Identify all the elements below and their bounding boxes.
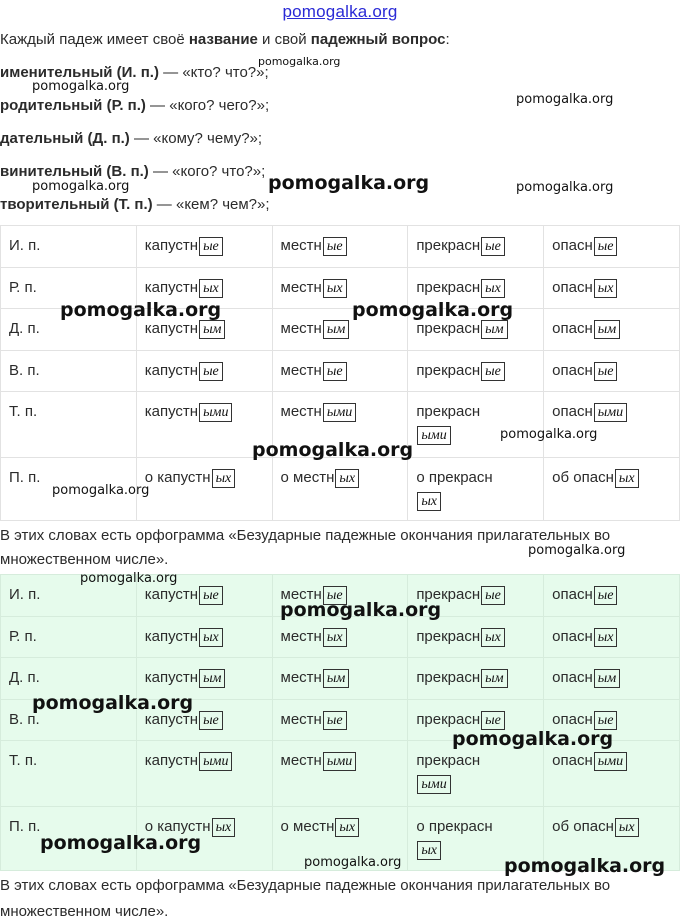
word-stem: местн bbox=[280, 752, 322, 769]
word-stem: капустн bbox=[144, 711, 199, 728]
word-cell bbox=[544, 741, 680, 807]
ending-box: ых bbox=[615, 469, 639, 488]
word-stem: опасн bbox=[552, 752, 593, 769]
ending-box: ых bbox=[212, 469, 236, 488]
word bbox=[281, 700, 347, 730]
case-name: родительный (Р. п.) bbox=[0, 97, 146, 114]
ending-box: ых bbox=[212, 818, 236, 837]
watermark: pomogalka.org bbox=[258, 55, 341, 68]
word-stem: опасн bbox=[552, 362, 593, 379]
ending-box: ыми bbox=[199, 403, 232, 422]
word bbox=[416, 658, 507, 688]
word-stem: местн bbox=[280, 237, 322, 254]
ending-box: ые bbox=[594, 237, 618, 256]
ending-box: ыми bbox=[199, 752, 232, 771]
word bbox=[552, 392, 627, 422]
case-cell bbox=[1, 392, 137, 458]
case-label: Р. п. bbox=[9, 628, 37, 645]
ending-box: ых bbox=[417, 492, 441, 511]
word-stem: прекрасн bbox=[416, 586, 481, 603]
word bbox=[552, 268, 617, 298]
word bbox=[552, 351, 617, 381]
ending-box: ых bbox=[594, 279, 618, 298]
case-label: Д. п. bbox=[9, 320, 40, 337]
case-label: П. п. bbox=[9, 818, 41, 835]
word-stem: местн bbox=[280, 669, 322, 686]
word-stem: опасн bbox=[573, 818, 614, 835]
declension-table bbox=[0, 225, 680, 521]
word bbox=[552, 226, 617, 256]
ending-box: ые bbox=[594, 711, 618, 730]
word-stem: капустн bbox=[144, 628, 199, 645]
word-cell bbox=[408, 741, 544, 807]
word-cell bbox=[272, 700, 408, 741]
word bbox=[281, 309, 350, 339]
ending-box: ых bbox=[335, 469, 359, 488]
word bbox=[145, 226, 223, 256]
word-cell bbox=[272, 617, 408, 658]
intro-text-end: : bbox=[445, 31, 450, 48]
word bbox=[552, 458, 638, 488]
word bbox=[281, 268, 347, 298]
ending-box: ых bbox=[323, 628, 347, 647]
case-name: дательный (Д. п.) bbox=[0, 130, 130, 147]
ending-box: ых bbox=[481, 279, 505, 298]
case-question: — «кому? чему?»; bbox=[129, 130, 263, 147]
word-stem: опасн bbox=[573, 469, 614, 486]
word-cell bbox=[136, 458, 272, 521]
case-label: П. п. bbox=[9, 469, 41, 486]
watermark: pomogalka.org bbox=[352, 299, 514, 321]
word-preposition: о bbox=[416, 818, 429, 835]
ending-box: ых bbox=[417, 841, 441, 860]
case-label: В. п. bbox=[9, 711, 40, 728]
word-stem: местн bbox=[280, 362, 322, 379]
word-cell bbox=[272, 351, 408, 392]
ending-box: ых bbox=[199, 279, 223, 298]
ending-box: ые bbox=[323, 711, 347, 730]
word bbox=[145, 617, 223, 647]
word-preposition: о bbox=[416, 469, 429, 486]
word bbox=[552, 309, 620, 339]
word-preposition: о bbox=[280, 469, 294, 486]
word-stem: опасн bbox=[552, 279, 593, 296]
word-stem: прекрасн bbox=[416, 403, 481, 420]
ending-box: ых bbox=[481, 628, 505, 647]
word-stem: прекрасн bbox=[416, 669, 481, 686]
word bbox=[416, 807, 492, 860]
word-stem: местн bbox=[280, 320, 322, 337]
watermark: pomogalka.org bbox=[40, 832, 202, 854]
ending-box: ые bbox=[594, 362, 618, 381]
ending-box: ые bbox=[199, 711, 223, 730]
word-stem: местн bbox=[293, 818, 335, 835]
word-cell bbox=[544, 392, 680, 458]
watermark: pomogalka.org bbox=[32, 179, 130, 194]
word-cell bbox=[408, 658, 544, 700]
word bbox=[281, 807, 360, 837]
word bbox=[416, 351, 505, 381]
word-cell bbox=[408, 458, 544, 521]
word-stem: прекрасн bbox=[428, 469, 493, 486]
word bbox=[145, 392, 233, 422]
word bbox=[281, 741, 357, 771]
word bbox=[416, 617, 505, 647]
ending-box: ые bbox=[199, 586, 223, 605]
case-cell bbox=[1, 351, 137, 392]
ending-box: ые bbox=[199, 362, 223, 381]
watermark: pomogalka.org bbox=[60, 299, 222, 321]
word-stem: опасн bbox=[552, 237, 593, 254]
word-stem: капустн bbox=[144, 237, 199, 254]
ending-box: ыми bbox=[417, 426, 450, 445]
ending-box: ыми bbox=[594, 752, 627, 771]
word-stem: местн bbox=[280, 628, 322, 645]
word-cell bbox=[544, 617, 680, 658]
word bbox=[416, 268, 505, 298]
table-row bbox=[1, 617, 680, 658]
word-stem: опасн bbox=[552, 711, 593, 728]
word-stem: прекрасн bbox=[416, 362, 481, 379]
word-cell bbox=[136, 617, 272, 658]
word bbox=[281, 392, 357, 422]
case-cell bbox=[1, 617, 137, 658]
word bbox=[416, 458, 492, 511]
word-cell bbox=[544, 458, 680, 521]
ending-box: ыми bbox=[417, 775, 450, 794]
watermark: pomogalka.org bbox=[80, 571, 178, 586]
watermark: pomogalka.org bbox=[252, 439, 414, 461]
watermark: pomogalka.org bbox=[516, 92, 614, 107]
word bbox=[552, 700, 617, 730]
word-cell bbox=[272, 741, 408, 807]
note-line-2: множественном числе». bbox=[0, 551, 169, 568]
word bbox=[145, 458, 236, 488]
intro-text: Каждый падеж имеет своё bbox=[0, 31, 189, 48]
case-label: Д. п. bbox=[9, 669, 40, 686]
word-stem: капустн bbox=[144, 279, 199, 296]
watermark: pomogalka.org bbox=[452, 728, 614, 750]
word-stem: прекрасн bbox=[416, 752, 481, 769]
ending-box: ым bbox=[323, 669, 349, 688]
ending-box: ыми bbox=[323, 403, 356, 422]
word-stem: опасн bbox=[552, 403, 593, 420]
ending-box: ых bbox=[615, 818, 639, 837]
watermark: pomogalka.org bbox=[32, 692, 194, 714]
ending-box: ых bbox=[335, 818, 359, 837]
case-line-genitive bbox=[0, 97, 269, 115]
note-line-1-repeat: В этих словах есть орфограмма «Безударные падежные окончания прилагательных во bbox=[0, 877, 611, 894]
ending-box: ым bbox=[199, 669, 225, 688]
word-cell bbox=[136, 351, 272, 392]
case-name: творительный (Т. п.) bbox=[0, 196, 153, 213]
word bbox=[416, 226, 505, 256]
ending-box: ых bbox=[199, 628, 223, 647]
word-stem: местн bbox=[280, 711, 322, 728]
word-cell bbox=[136, 741, 272, 807]
ending-box: ые bbox=[481, 586, 505, 605]
word bbox=[416, 392, 480, 445]
ending-box: ые bbox=[323, 586, 347, 605]
case-label: И. п. bbox=[9, 237, 41, 254]
word-preposition: об bbox=[552, 818, 574, 835]
word-preposition: об bbox=[552, 469, 574, 486]
word-cell bbox=[408, 392, 544, 458]
word-stem: местн bbox=[280, 403, 322, 420]
word-cell bbox=[544, 658, 680, 700]
word-stem: капустн bbox=[144, 669, 199, 686]
word-stem: прекрасн bbox=[416, 628, 481, 645]
word-stem: капустн bbox=[144, 586, 199, 603]
case-line-dative bbox=[0, 130, 262, 148]
word-stem: прекрасн bbox=[428, 818, 493, 835]
case-question: — «кого? что?»; bbox=[148, 163, 266, 180]
header-link[interactable]: pomogalka.org bbox=[282, 2, 398, 21]
word-cell bbox=[272, 458, 408, 521]
intro-bold-name: название bbox=[188, 31, 258, 48]
ending-box: ыми bbox=[323, 752, 356, 771]
note-line-1: В этих словах есть орфограмма «Безударные падежные окончания прилагательных во bbox=[0, 527, 611, 544]
case-question: — «кого? чего?»; bbox=[145, 97, 270, 114]
ending-box: ым bbox=[323, 320, 349, 339]
watermark: pomogalka.org bbox=[280, 599, 442, 621]
case-name: винительный (В. п.) bbox=[0, 163, 149, 180]
table-row bbox=[1, 351, 680, 392]
watermark: pomogalka.org bbox=[504, 855, 666, 877]
word bbox=[281, 351, 347, 381]
ending-box: ых bbox=[323, 279, 347, 298]
intro-text-mid: и свой bbox=[257, 31, 311, 48]
ending-box: ыми bbox=[594, 403, 627, 422]
word-stem: капустн bbox=[157, 469, 211, 486]
word bbox=[145, 351, 223, 381]
watermark: pomogalka.org bbox=[500, 427, 598, 442]
word-stem: капустн bbox=[144, 320, 199, 337]
note-line-2-repeat: множественном числе». bbox=[0, 903, 169, 920]
case-label: В. п. bbox=[9, 362, 40, 379]
word bbox=[552, 807, 638, 837]
case-question: — «кто? что?»; bbox=[158, 64, 269, 81]
ending-box: ым bbox=[199, 320, 225, 339]
word-stem: опасн bbox=[552, 320, 593, 337]
watermark: pomogalka.org bbox=[268, 172, 430, 194]
word-cell bbox=[408, 351, 544, 392]
ending-box: ые bbox=[481, 711, 505, 730]
word-cell bbox=[272, 226, 408, 268]
case-line-instrumental bbox=[0, 196, 270, 214]
word bbox=[281, 617, 347, 647]
word-cell bbox=[408, 226, 544, 268]
word bbox=[145, 268, 223, 298]
case-label: Т. п. bbox=[9, 403, 38, 420]
word bbox=[281, 658, 350, 688]
case-label: Т. п. bbox=[9, 752, 38, 769]
word-cell bbox=[544, 575, 680, 617]
word bbox=[416, 700, 505, 730]
word bbox=[552, 575, 617, 605]
ending-box: ых bbox=[594, 628, 618, 647]
watermark: pomogalka.org bbox=[516, 180, 614, 195]
ending-box: ые bbox=[481, 237, 505, 256]
ending-box: ым bbox=[481, 669, 507, 688]
word bbox=[281, 226, 347, 256]
ending-box: ым bbox=[594, 669, 620, 688]
word-cell bbox=[544, 309, 680, 351]
ending-box: ым bbox=[481, 320, 507, 339]
word-preposition: о bbox=[280, 818, 294, 835]
intro-bold-question: падежный вопрос bbox=[310, 31, 446, 48]
ending-box: ые bbox=[323, 362, 347, 381]
table-row bbox=[1, 741, 680, 807]
word bbox=[281, 458, 360, 488]
word-stem: капустн bbox=[144, 403, 199, 420]
case-question: — «кем? чем?»; bbox=[152, 196, 270, 213]
word-preposition: о bbox=[144, 469, 158, 486]
word-stem: местн bbox=[293, 469, 335, 486]
word-cell bbox=[544, 226, 680, 268]
word-cell bbox=[272, 658, 408, 700]
word-stem: капустн bbox=[157, 818, 211, 835]
word-preposition: о bbox=[144, 818, 158, 835]
word bbox=[552, 658, 620, 688]
watermark: pomogalka.org bbox=[32, 79, 130, 94]
table-row bbox=[1, 226, 680, 268]
ending-box: ые bbox=[323, 237, 347, 256]
word-stem: прекрасн bbox=[416, 237, 481, 254]
word-stem: опасн bbox=[552, 628, 593, 645]
word-stem: капустн bbox=[144, 752, 199, 769]
ending-box: ые bbox=[481, 362, 505, 381]
case-label: Р. п. bbox=[9, 279, 37, 296]
ending-box: ые bbox=[594, 586, 618, 605]
intro-paragraph bbox=[0, 31, 450, 49]
watermark: pomogalka.org bbox=[304, 855, 402, 870]
word-stem: прекрасн bbox=[416, 711, 481, 728]
word-cell bbox=[544, 268, 680, 309]
word-cell bbox=[408, 617, 544, 658]
word bbox=[145, 658, 226, 688]
ending-box: ым bbox=[594, 320, 620, 339]
word-stem: прекрасн bbox=[416, 320, 481, 337]
watermark: pomogalka.org bbox=[528, 543, 626, 558]
word bbox=[145, 741, 233, 771]
word bbox=[552, 617, 617, 647]
word-cell bbox=[136, 226, 272, 268]
word-stem: опасн bbox=[552, 586, 593, 603]
case-cell bbox=[1, 741, 137, 807]
ending-box: ые bbox=[199, 237, 223, 256]
word-stem: опасн bbox=[552, 669, 593, 686]
case-name: именительный (И. п.) bbox=[0, 64, 159, 81]
word-stem: местн bbox=[280, 279, 322, 296]
watermark: pomogalka.org bbox=[52, 483, 150, 498]
word-stem: местн bbox=[280, 586, 322, 603]
word-stem: прекрасн bbox=[416, 279, 481, 296]
case-label: И. п. bbox=[9, 586, 41, 603]
word-cell bbox=[544, 351, 680, 392]
case-cell bbox=[1, 226, 137, 268]
word-stem: капустн bbox=[144, 362, 199, 379]
